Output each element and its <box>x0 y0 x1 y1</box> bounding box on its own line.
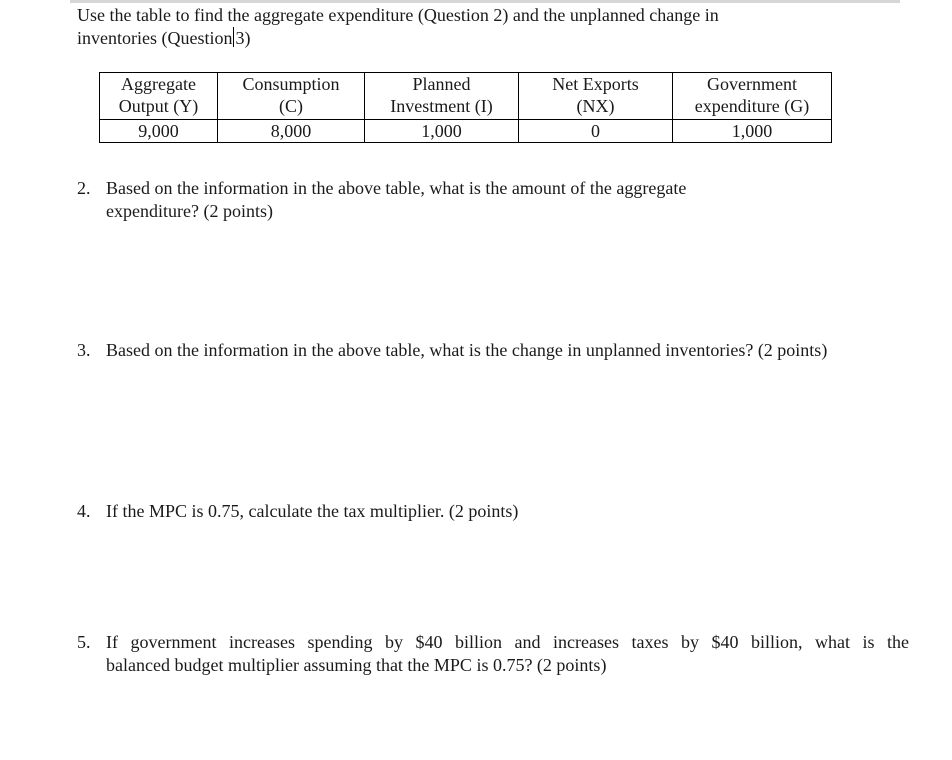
question-2 <box>77 177 909 223</box>
cell-planned-investment: 1,000 <box>365 120 519 143</box>
question-3-text <box>106 339 909 362</box>
cell-aggregate-output: 9,000 <box>100 120 218 143</box>
intro-line-2-end: 3) <box>235 28 251 48</box>
question-5 <box>77 631 909 677</box>
header-consumption: Consumption (C) <box>218 73 365 120</box>
data-table <box>99 72 832 143</box>
question-2-line-1: Based on the information in the above table, what is the amount of the aggregate <box>106 178 687 198</box>
question-4-number: 4. <box>77 501 91 521</box>
question-5-text <box>106 631 909 677</box>
cell-government-expenditure: 1,000 <box>673 120 832 143</box>
question-3-line-1: Based on the information in the above table, what is the change in unplanned inventories? (2 points) <box>106 340 828 360</box>
question-2-number: 2. <box>77 178 91 198</box>
intro-paragraph <box>77 4 877 50</box>
cell-net-exports: 0 <box>519 120 673 143</box>
intro-line-1: Use the table to find the aggregate expenditure (Question 2) and the unplanned change in <box>77 5 719 25</box>
header-net-exports: Net Exports (NX) <box>519 73 673 120</box>
top-divider <box>70 0 900 3</box>
question-2-text <box>106 177 909 223</box>
table-row <box>100 120 832 143</box>
question-4 <box>77 500 909 523</box>
question-5-line-2: balanced budget multiplier assuming that the MPC is 0.75? (2 points) <box>106 655 607 675</box>
question-4-text <box>106 500 909 523</box>
header-planned-investment: Planned Investment (I) <box>365 73 519 120</box>
intro-line-2-start: inventories (Question <box>77 28 233 48</box>
question-3 <box>77 339 909 362</box>
header-aggregate-output: Aggregate Output (Y) <box>100 73 218 120</box>
question-4-line-1: If the MPC is 0.75, calculate the tax multiplier. (2 points) <box>106 501 519 521</box>
intro-line-2 <box>77 27 877 50</box>
question-5-line-1: If government increases spending by $40 billion and increases taxes by $40 billion, what is the <box>106 632 909 652</box>
question-2-line-2: expenditure? (2 points) <box>106 201 273 221</box>
question-5-number: 5. <box>77 632 91 652</box>
cell-consumption: 8,000 <box>218 120 365 143</box>
header-government-expenditure: Government expenditure (G) <box>673 73 832 120</box>
table-header-row <box>100 73 832 120</box>
question-3-number: 3. <box>77 340 91 360</box>
